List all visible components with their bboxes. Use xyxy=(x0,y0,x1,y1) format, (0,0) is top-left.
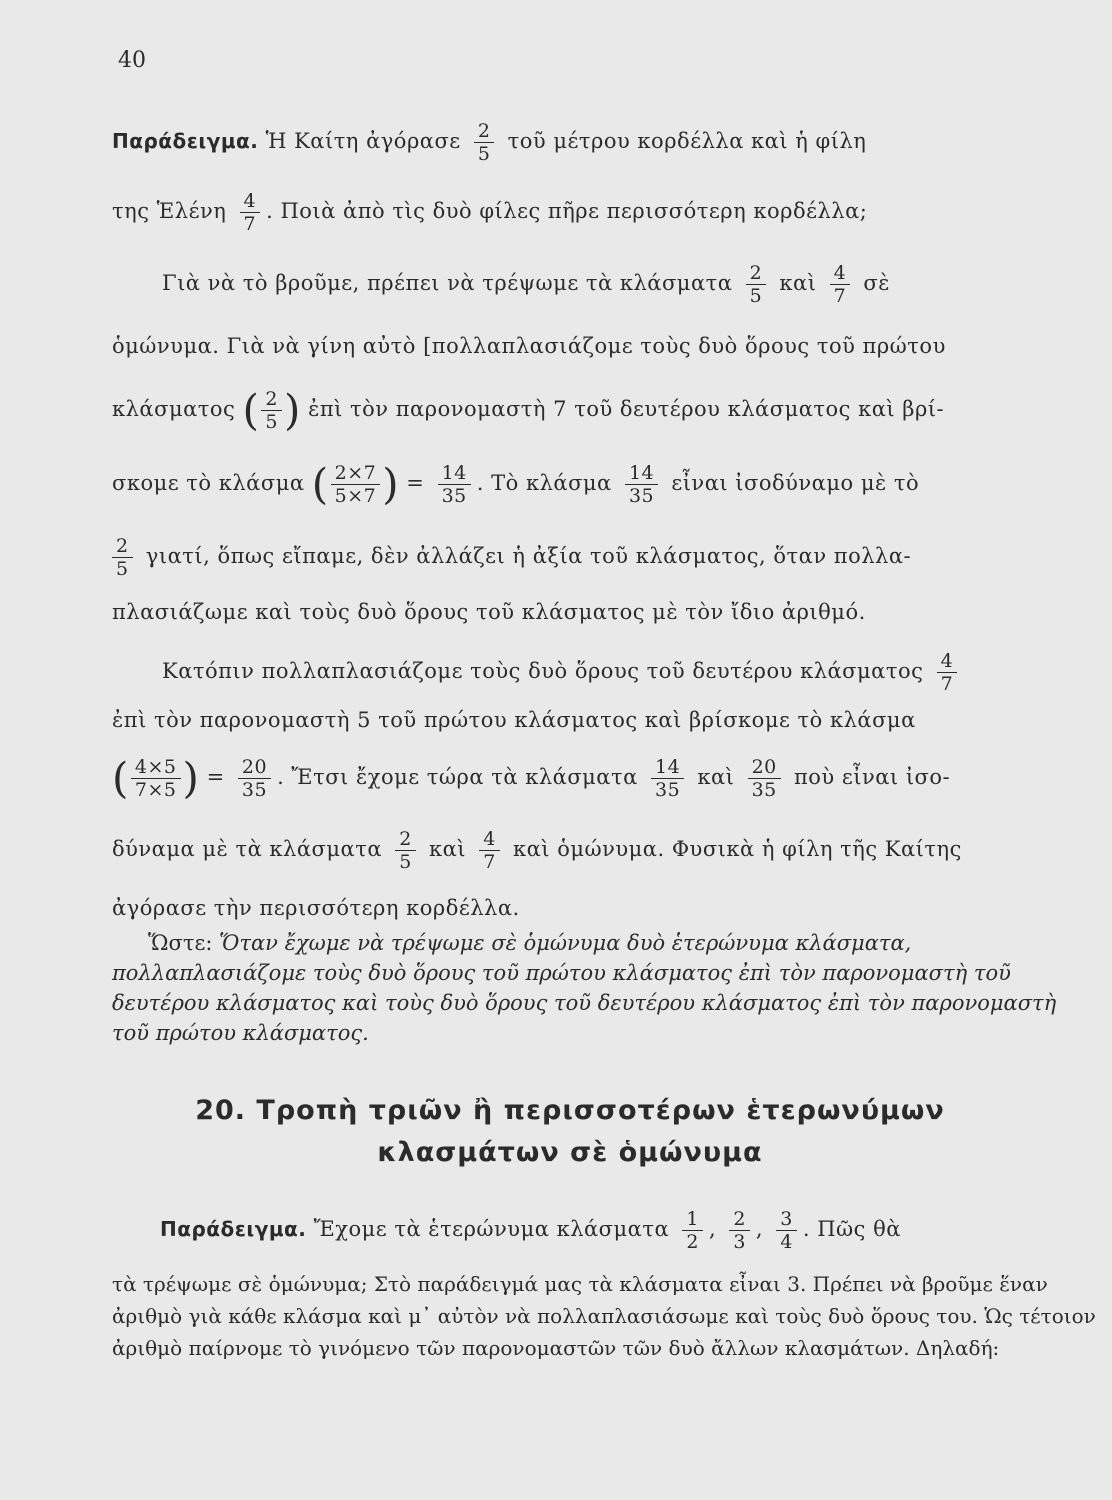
fraction-20-35: $\frac{20}{35}$ xyxy=(238,756,271,801)
text: καὶ xyxy=(779,271,817,295)
body-line3 xyxy=(112,262,1106,307)
fraction-4x5-7x5: $\frac{4\times 5}{7\times 5}$ xyxy=(131,756,181,801)
text: . Ἔτσι ἔχομε τώρα τὰ κλάσματα xyxy=(277,765,638,789)
fraction-2-5: $\frac{2}{5}$ xyxy=(261,388,282,433)
body-line6: σκομε τὸ κλάσμα ( $\frac{2\times 7}{5\times 7}$ ) = $\frac{14}{35}$ . Τὸ κλάσμα $\frac{14}{35}$ εἶναι ἰσοδύναμο μὲ τὸ xyxy=(112,459,920,509)
fraction-14-35: $\frac{14}{35}$ xyxy=(625,462,658,507)
text: Κατόπιν πολλαπλασιάζομε τοὺς δυὸ ὅρους τοῦ δευτέρου κλάσματος xyxy=(162,659,924,683)
page-number: 40 xyxy=(118,48,146,73)
text: Γιὰ νὰ τὸ βροῦμε, πρέπει νὰ τρέψωμε τὰ κλάσματα xyxy=(162,271,733,295)
example2-text: τὰ τρέψωμε σὲ ὁμώνυμα; Στὸ παράδειγμά μας τὰ κλάσματα εἶναι 3. Πρέπει νὰ βροῦμε ἕναν ἀριθμὸ γιὰ κάθε κλάσμα καὶ μ᾿ αὐτὸν νὰ πολλαπλασιάσωμε καὶ τοὺς δυὸ ὅρους του. Ὡς τέτοιον ἀριθμὸ παίρνομε τὸ γινόμενο τῶν παρονομαστῶν τῶν δυὸ ἄλλων κλασμάτων. Δηλαδή: xyxy=(112,1272,1096,1360)
fraction-14-35: $\frac{14}{35}$ xyxy=(438,462,471,507)
text: ἐπὶ τὸν παρονομαστὴ 7 τοῦ δευτέρου κλάσματος καὶ βρί- xyxy=(308,397,945,421)
body-line9 xyxy=(112,650,1106,695)
fraction-2-5: $\frac{2}{5}$ xyxy=(395,828,416,873)
fraction-14-35: $\frac{14}{35}$ xyxy=(651,756,684,801)
fraction-2-5: $\frac{2}{5}$ xyxy=(474,120,495,165)
text: εἶναι ἰσοδύναμο μὲ τὸ xyxy=(671,471,920,495)
example1-line2 xyxy=(112,190,1106,235)
example-label: Παράδειγμα. xyxy=(160,1217,307,1241)
fraction-2x7-5x7: $\frac{2\times 7}{5\times 7}$ xyxy=(331,462,381,507)
body-line13: ἀγόρασε τὴν περισσότερη κορδέλλα. xyxy=(112,896,520,920)
fraction-3-4: $\frac{3}{4}$ xyxy=(776,1208,797,1253)
text: ποὺ εἶναι ἰσο- xyxy=(793,765,951,789)
text: σκομε τὸ κλάσμα xyxy=(112,471,305,495)
body-line5: κλάσματος ( $\frac{2}{5}$ ) ἐπὶ τὸν παρονομαστὴ 7 τοῦ δευτέρου κλάσματος καὶ βρί- xyxy=(112,385,945,435)
fraction-1-2: $\frac{1}{2}$ xyxy=(682,1208,703,1253)
section-heading xyxy=(140,1090,1000,1174)
text: δύναμα μὲ τὰ κλάσματα xyxy=(112,837,383,861)
text: Ἔχομε τὰ ἑτερώνυμα κλάσματα xyxy=(313,1217,670,1241)
fraction-4-7: $\frac{4}{7}$ xyxy=(937,650,958,695)
equals-sign: = xyxy=(406,471,425,495)
body-line7 xyxy=(112,535,1106,580)
text: τοῦ μέτρου κορδέλλα καὶ ἡ φίλη xyxy=(507,129,867,153)
text: . Ποιὰ ἀπὸ τὶς δυὸ φίλες πῆρε περισσότερη κορδέλλα; xyxy=(266,199,868,223)
body-line8: πλασιάζωμε καὶ τοὺς δυὸ ὅρους τοῦ κλάσματος μὲ τὸν ἴδιο ἀριθμό. xyxy=(112,600,866,624)
section-heading-line2: κλασμάτων σὲ ὁμώνυμα xyxy=(377,1137,763,1168)
text: καὶ xyxy=(428,837,467,861)
fraction-4-7: $\frac{4}{7}$ xyxy=(830,262,851,307)
text: καὶ xyxy=(697,765,735,789)
text: . Τὸ κλάσμα xyxy=(476,471,612,495)
text: σὲ xyxy=(863,271,891,295)
fraction-20-35: $\frac{20}{35}$ xyxy=(748,756,781,801)
example2-line1: Παράδειγμα. Ἔχομε τὰ ἑτερώνυμα κλάσματα $\frac{1}{2}$ , $\frac{2}{3}$ , $\frac{3}{4}$ . Πῶς θὰ xyxy=(160,1208,901,1253)
fraction-2-5: $\frac{2}{5}$ xyxy=(112,535,133,580)
fraction-2-3: $\frac{2}{3}$ xyxy=(729,1208,750,1253)
fraction-4-7: $\frac{4}{7}$ xyxy=(479,828,500,873)
example-label: Παράδειγμα. xyxy=(112,129,259,153)
body-line4: ὁμώνυμα. Γιὰ νὰ γίνη αὐτὸ [πολλαπλασιάζομε τοὺς δυὸ ὅρους τοῦ πρώτου xyxy=(112,334,946,358)
rule-paragraph xyxy=(112,928,1097,1048)
body-line10: ἐπὶ τὸν παρονομαστὴ 5 τοῦ πρώτου κλάσματος καὶ βρίσκομε τὸ κλάσμα xyxy=(112,708,916,732)
equals-sign: = xyxy=(206,765,225,789)
body-line11: ( $\frac{4\times 5}{7\times 5}$ ) = $\frac{20}{35}$ . Ἔτσι ἔχομε τώρα τὰ κλάσματα $\frac{14}{35}$ καὶ $\frac{20}{35}$ ποὺ εἶναι ἰσο- xyxy=(112,753,951,803)
example1-line1 xyxy=(112,120,1106,165)
text: της Ἑλένη xyxy=(112,199,227,223)
fraction-2-5: $\frac{2}{5}$ xyxy=(746,262,767,307)
rule-lead: Ὥστε: xyxy=(148,931,213,955)
text: καὶ ὁμώνυμα. Φυσικὰ ἡ φίλη τῆς Καίτης xyxy=(513,837,962,861)
text: γιατί, ὅπως εἴπαμε, δὲν ἀλλάζει ἡ ἀξία τοῦ κλάσματος, ὅταν πολλα- xyxy=(145,544,912,568)
text: Ἡ Καίτη ἀγόρασε xyxy=(265,129,461,153)
section-heading-line1: 20. Τροπὴ τριῶν ἢ περισσοτέρων ἑτερωνύμων xyxy=(195,1095,945,1126)
fraction-4-7: $\frac{4}{7}$ xyxy=(240,190,261,235)
body-line12 xyxy=(112,828,1106,873)
rule-text: Ὅταν ἔχωμε νὰ τρέψωμε σὲ ὁμώνυμα δυὸ ἑτερώνυμα κλάσματα, πολλαπλασιάζομε τοὺς δυὸ ὅρους τοῦ πρώτου κλάσματος ἐπὶ τὸν παρονομαστὴ τοῦ δευτέρου κλάσματος καὶ τοὺς δυὸ ὅρους τοῦ δευτέρου κλάσματος ἐπὶ τὸν παρονομαστὴ τοῦ πρώτου κλάσματος. xyxy=(112,931,1057,1045)
text: . Πῶς θὰ xyxy=(802,1217,901,1241)
text: κλάσματος xyxy=(112,397,236,421)
